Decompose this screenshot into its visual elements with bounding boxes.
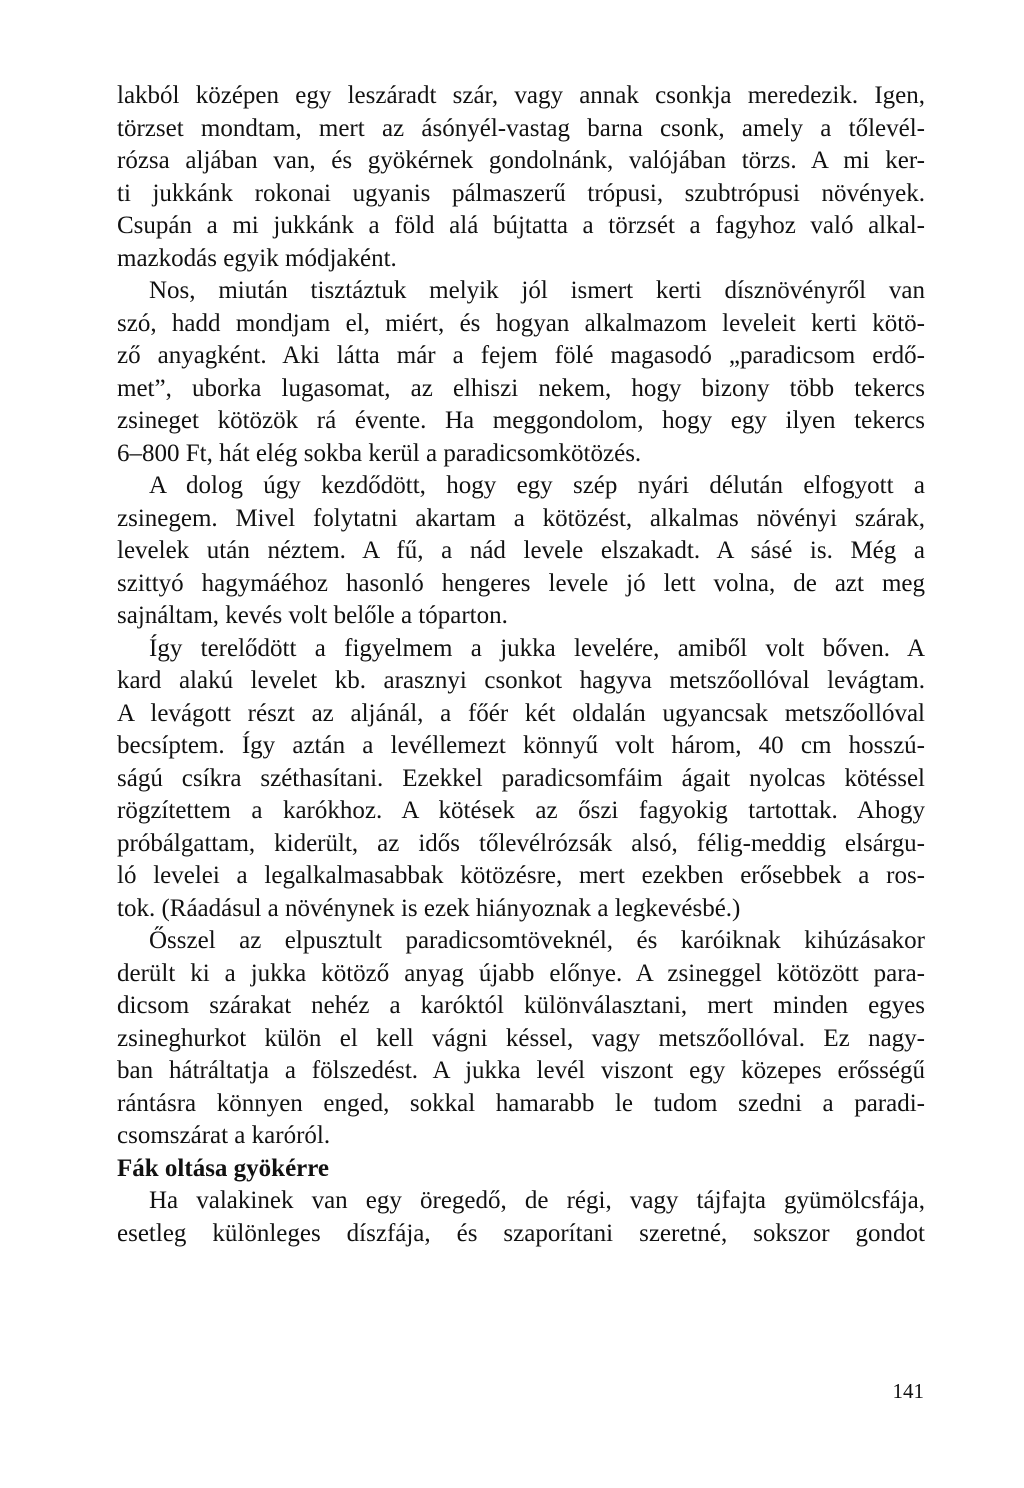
- text-line: próbálgattam, kiderült, az idős tőlevélrózsák alsó, félig-meddig elsárgu-: [117, 829, 925, 857]
- text-line: 6–800 Ft, hát elég sokba kerül a paradicsomkötözés.: [117, 439, 642, 467]
- paragraph: [117, 80, 925, 275]
- text-line: levelek után néztem. A fű, a nád levele elszakadt. A sásé is. Még a: [117, 537, 925, 564]
- paragraph: [117, 470, 925, 633]
- text-line: rántásra könnyen enged, sokkal hamarabb le tudom szedni a paradi-: [117, 1089, 925, 1117]
- text-line: A dolog úgy kezdődött, hogy egy szép nyári délután elfogyott a: [149, 472, 925, 499]
- text-line: zsineghurkot külön el kell vágni késsel, vagy metszőollóval. Ez nagy-: [117, 1024, 925, 1052]
- text-line: ban hátráltatja a fölszedést. A jukka levél viszont egy közepes erősségű: [117, 1057, 925, 1084]
- paragraph: [117, 925, 925, 1153]
- paragraph: [117, 1185, 925, 1250]
- page-number: 141: [892, 1379, 924, 1403]
- section-heading: [117, 1153, 925, 1186]
- text-line: szó, hadd mondjam el, miért, és hogyan alkalmazom leveleit kerti kötö-: [117, 309, 925, 337]
- text-line: mazkodás egyik módjaként.: [117, 244, 397, 272]
- text-line: Így terelődött a figyelmem a jukka levelére, amiből volt bőven. A: [149, 634, 925, 662]
- text-line: tok. (Ráadásul a növénynek is ezek hiányoznak a legkevésbé.): [117, 894, 741, 922]
- text-line: ló levelei a legalkalmasabbak kötözésre, mert ezekben erősebbek a ros-: [117, 862, 925, 889]
- text-line: lakból középen egy leszáradt szár, vagy annak csonkja meredezik. Igen,: [117, 82, 925, 109]
- text-line: Csupán a mi jukkánk a föld alá bújtatta a törzsét a fagyhoz való alkal-: [117, 212, 925, 239]
- text-line: kard alakú levelet kb. arasznyi csonkot hagyva metszőollóval levágtam.: [117, 667, 925, 694]
- text-line: A levágott részt az aljánál, a főér két oldalán ugyancsak metszőollóval: [117, 699, 925, 727]
- text-line: zsinegem. Mivel folytatni akartam a kötözést, alkalmas növényi szárak,: [117, 504, 925, 532]
- text-line: ságú csíkra széthasítani. Ezekkel paradicsomfáim ágait nyolcas kötéssel: [117, 764, 925, 792]
- text-line: zsineget kötözök rá évente. Ha meggondolom, hogy egy ilyen tekercs: [117, 407, 925, 434]
- heading-text: Fák oltása gyökérre: [117, 1154, 330, 1182]
- text-line: rózsa aljában van, és gyökérnek gondolnánk, valójában törzs. A mi ker-: [117, 147, 925, 174]
- text-line: dicsom szárakat nehéz a karóktól különválasztani, mert minden egyes: [117, 992, 925, 1019]
- body-text: [117, 80, 925, 1250]
- text-line: ző anyagként. Aki látta már a fejem fölé magasodó „paradicsom erdő-: [117, 342, 925, 369]
- text-line: szittyó hagymáéhoz hasonló hengeres levele jó lett volna, de azt meg: [117, 569, 925, 597]
- text-line: Nos, miután tisztáztuk melyik jól ismert kerti dísznövényről van: [149, 277, 925, 304]
- text-line: Ősszel az elpusztult paradicsomtöveknél, és karóiknak kihúzásakor: [149, 927, 925, 954]
- text-line: csomszárat a karóról.: [117, 1122, 331, 1149]
- paragraph: [117, 275, 925, 470]
- text-line: ti jukkánk rokonai ugyanis pálmaszerű trópusi, szubtrópusi növények.: [117, 179, 925, 207]
- text-line: esetleg különleges díszfája, és szaporítani szeretné, sokszor gondot: [117, 1219, 925, 1247]
- paragraph: [117, 633, 925, 926]
- text-line: Ha valakinek van egy öregedő, de régi, vagy tájfajta gyümölcsfája,: [149, 1187, 925, 1214]
- text-line: sajnáltam, kevés volt belőle a tóparton.: [117, 602, 508, 629]
- text-line: met”, uborka lugasomat, az elhiszi nekem, hogy bizony több tekercs: [117, 374, 925, 402]
- text-line: derült ki a jukka kötöző anyag újabb előnye. A zsineggel kötözött para-: [117, 959, 925, 987]
- text-line: rögzítettem a karókhoz. A kötések az őszi fagyokig tartottak. Ahogy: [117, 797, 925, 824]
- text-line: becsíptem. Így aztán a levéllemezt könnyű volt három, 40 cm hosszú-: [117, 732, 925, 759]
- text-line: törzset mondtam, mert az ásónyél-vastag barna csonk, amely a tőlevél-: [117, 114, 925, 142]
